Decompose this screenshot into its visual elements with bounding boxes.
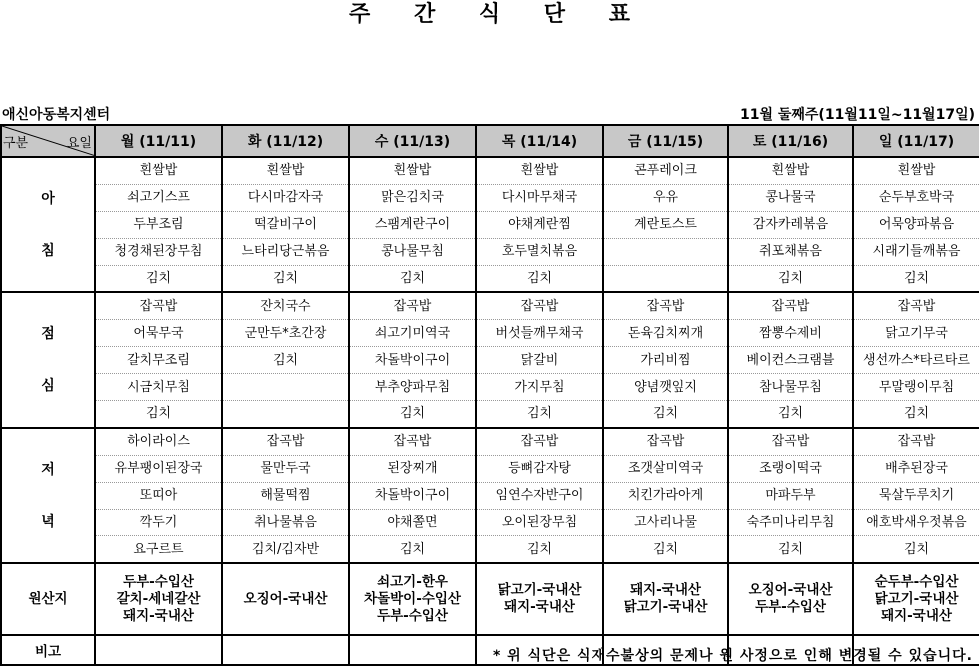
menu-item [222,401,349,428]
menu-item: 김치 [476,401,603,428]
menu-item: 김치 [349,536,476,563]
menu-item: 된장찌개 [349,455,476,482]
menu-item: 가리비찜 [603,347,728,374]
menu-item: 청경채된장무침 [95,238,222,265]
menu-item: 물만두국 [222,455,349,482]
meal-label [1,157,95,292]
meal-row [1,211,979,238]
menu-item: 조랭이떡국 [728,455,853,482]
menu-item: 깍두기 [95,509,222,536]
menu-item: 잡곡밥 [476,428,603,455]
menu-item: 어묵무국 [95,320,222,347]
menu-item: 닭갈비 [476,347,603,374]
day-header: 금 (11/15) [603,125,728,157]
meal-row [1,455,979,482]
menu-item: 조갯살미역국 [603,455,728,482]
menu-item [603,238,728,265]
menu-item: 취나물볶음 [222,509,349,536]
menu-item [603,265,728,292]
meal-row [1,320,979,347]
menu-item: 느타리당근볶음 [222,238,349,265]
menu-item: 부추양파무침 [349,374,476,401]
meal-row [1,347,979,374]
menu-item: 김치 [95,265,222,292]
origin-cell: 오징어-국내산 [222,563,349,635]
menu-item: 김치 [349,265,476,292]
menu-item: 잡곡밥 [603,292,728,319]
origin-label: 원산지 [1,563,95,635]
meal-label-bottom: 녁 [41,513,55,530]
menu-item: 김치 [853,401,979,428]
menu-item: 김치 [222,347,349,374]
menu-item: 닭고기무국 [853,320,979,347]
menu-item: 야채쫄면 [349,509,476,536]
menu-item: 시래기들깨볶음 [853,238,979,265]
menu-item: 잡곡밥 [853,292,979,319]
meal-label [1,292,95,427]
menu-item: 잡곡밥 [728,428,853,455]
corner-header [1,125,95,157]
menu-item: 우유 [603,184,728,211]
meal-row [1,401,979,428]
menu-item: 다시마감자국 [222,184,349,211]
menu-item: 숙주미나리무침 [728,509,853,536]
menu-item: 잡곡밥 [222,428,349,455]
menu-item: 해물떡찜 [222,482,349,509]
menu-item: 베이컨스크램블 [728,347,853,374]
meal-row [1,536,979,563]
menu-item: 애호박새우젓볶음 [853,509,979,536]
yoil-label: 요일 [66,136,92,151]
menu-item: 하이라이스 [95,428,222,455]
note-cell [349,635,476,665]
menu-item: 잡곡밥 [95,292,222,319]
menu-item: 오이된장무침 [476,509,603,536]
menu-item: 흰쌀밥 [728,157,853,184]
menu-item: 잡곡밥 [728,292,853,319]
menu-item: 쇠고기미역국 [349,320,476,347]
footnote: * 위 식단은 식재수불상의 문제나 원 사정으로 인해 변경될 수 있습니다. [492,648,973,664]
menu-item: 흰쌀밥 [95,157,222,184]
menu-item: 김치/김자반 [222,536,349,563]
menu-item: 버섯들깨무채국 [476,320,603,347]
menu-item: 가지무침 [476,374,603,401]
menu-item: 콩나물국 [728,184,853,211]
meal-row [1,184,979,211]
menu-item: 고사리나물 [603,509,728,536]
gubun-label: 구분 [3,136,29,151]
menu-item [222,374,349,401]
week-range: 11월 둘째주(11월11일~11월17일) [739,107,975,123]
day-header: 일 (11/17) [853,125,979,157]
center-name: 애신아동복지센터 [2,107,111,123]
meal-row [1,292,979,319]
menu-item: 김치 [853,265,979,292]
menu-item: 김치 [853,536,979,563]
menu-item: 차돌박이구이 [349,347,476,374]
menu-item: 흰쌀밥 [476,157,603,184]
menu-item: 두부조림 [95,211,222,238]
menu-item: 배추된장국 [853,455,979,482]
menu-item: 잡곡밥 [603,428,728,455]
note-cell [222,635,349,665]
menu-item: 김치 [476,536,603,563]
menu-item: 군만두*초간장 [222,320,349,347]
menu-item: 김치 [476,265,603,292]
meal-label-top: 아 [41,190,55,207]
menu-item: 어묵양파볶음 [853,211,979,238]
menu-item: 맑은김치국 [349,184,476,211]
meal-row [1,265,979,292]
menu-item: 김치 [728,265,853,292]
menu-item: 김치 [349,401,476,428]
menu-item: 무말랭이무침 [853,374,979,401]
origin-cell: 두부-수입산 갈치-세네갈산 돼지-국내산 [95,563,222,635]
menu-item: 스팸계란구이 [349,211,476,238]
origin-row [1,563,979,635]
menu-item: 다시마무채국 [476,184,603,211]
menu-item: 떡갈비구이 [222,211,349,238]
menu-item: 요구르트 [95,536,222,563]
meal-row [1,482,979,509]
meal-label-top: 저 [41,461,55,478]
menu-item: 쇠고기스프 [95,184,222,211]
menu-item: 김치 [603,401,728,428]
menu-item: 유부팽이된장국 [95,455,222,482]
menu-item: 치킨가라아게 [603,482,728,509]
menu-item: 김치 [603,536,728,563]
menu-item: 또띠아 [95,482,222,509]
menu-item: 야채계란찜 [476,211,603,238]
menu-item: 김치 [728,536,853,563]
menu-item: 갈치무조림 [95,347,222,374]
menu-item: 참나물무침 [728,374,853,401]
menu-item: 계란토스트 [603,211,728,238]
menu-table [0,124,979,666]
menu-item: 임연수자반구이 [476,482,603,509]
origin-cell: 닭고기-국내산 돼지-국내산 [476,563,603,635]
menu-item: 짬뽕수제비 [728,320,853,347]
meal-row [1,509,979,536]
menu-item: 쥐포채볶음 [728,238,853,265]
meal-label-bottom: 침 [41,242,55,259]
menu-item: 순두부호박국 [853,184,979,211]
menu-item: 흰쌀밥 [853,157,979,184]
note-cell [95,635,222,665]
menu-item: 등뼈감자탕 [476,455,603,482]
menu-item: 잔치국수 [222,292,349,319]
menu-item: 흰쌀밥 [349,157,476,184]
note-label: 비고 [1,635,95,665]
menu-item: 김치 [222,265,349,292]
day-header: 목 (11/14) [476,125,603,157]
menu-item: 묵살두루치기 [853,482,979,509]
menu-item: 마파두부 [728,482,853,509]
menu-item: 흰쌀밥 [222,157,349,184]
menu-item: 생선까스*타르타르 [853,347,979,374]
menu-item: 양념깻잎지 [603,374,728,401]
menu-item: 콘푸레이크 [603,157,728,184]
menu-item: 차돌박이구이 [349,482,476,509]
menu-item: 잡곡밥 [476,292,603,319]
meal-row [1,374,979,401]
meal-label-bottom: 심 [41,378,55,395]
day-header: 토 (11/16) [728,125,853,157]
origin-cell: 쇠고기-한우 차돌박이-수입산 두부-수입산 [349,563,476,635]
menu-item: 돈육김치찌개 [603,320,728,347]
page-title: 주 간 식 단 표 [349,2,648,27]
origin-cell: 돼지-국내산 닭고기-국내산 [603,563,728,635]
header-row [1,125,979,157]
day-header: 화 (11/12) [222,125,349,157]
menu-item: 김치 [95,401,222,428]
origin-cell: 오징어-국내산 두부-수입산 [728,563,853,635]
meal-row [1,428,979,455]
menu-item: 잡곡밥 [853,428,979,455]
day-header: 월 (11/11) [95,125,222,157]
meal-label-top: 점 [41,326,55,343]
meal-row [1,238,979,265]
day-header: 수 (11/13) [349,125,476,157]
menu-item: 감자카레볶음 [728,211,853,238]
menu-item: 시금치무침 [95,374,222,401]
menu-item: 잡곡밥 [349,292,476,319]
menu-item: 호두멸치볶음 [476,238,603,265]
menu-item: 김치 [728,401,853,428]
meal-label [1,428,95,563]
menu-item: 콩나물무침 [349,238,476,265]
origin-cell: 순두부-수입산 닭고기-국내산 돼지-국내산 [853,563,979,635]
menu-item: 잡곡밥 [349,428,476,455]
meal-row [1,157,979,184]
